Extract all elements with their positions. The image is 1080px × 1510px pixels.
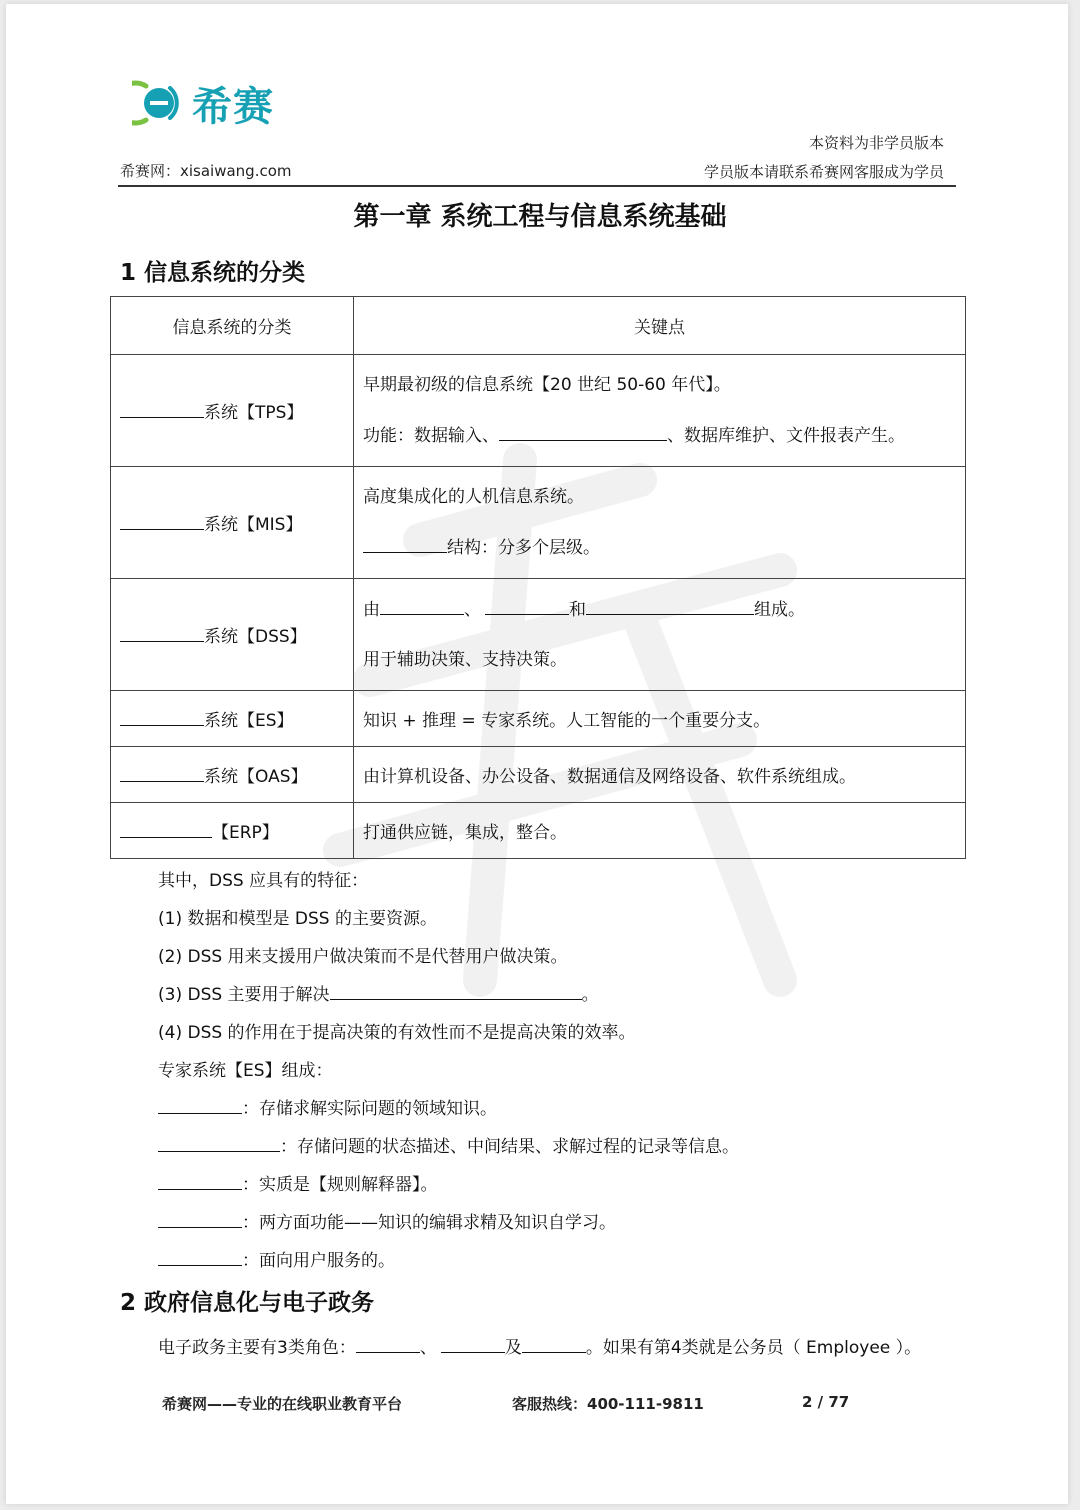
table-row (111, 355, 966, 467)
dss-item: (4) DSS 的作用在于提高决策的有效性而不是提高决策的效率。 (158, 1023, 636, 1043)
fill-blank (120, 821, 212, 838)
dss-item: (3) DSS 主要用于解决 。 (158, 985, 599, 1005)
table-cell-name: 【ERP】 (111, 803, 354, 859)
table-cell-keypoint: 早期最初级的信息系统【20 世纪 50-60 年代】。 功能：数据输入、 、数据库维护、文件报表产生。 (354, 355, 966, 467)
table-cell-keypoint: 打通供应链，集成，整合。 (354, 803, 966, 859)
table-cell-name: 系统【ES】 (111, 691, 354, 747)
fill-blank (120, 709, 204, 726)
table-row (111, 803, 966, 859)
section-2-title: 2 政府信息化与电子政务 (120, 1290, 375, 1316)
fill-blank (380, 598, 464, 615)
es-item: ：面向用户服务的。 (158, 1246, 395, 1271)
fill-blank (356, 1336, 420, 1353)
es-item: ：存储求解实际问题的领域知识。 (158, 1094, 497, 1119)
fill-blank (499, 424, 667, 441)
table-cell-keypoint: 由计算机设备、办公设备、数据通信及网络设备、软件系统组成。 (354, 747, 966, 803)
es-intro: 专家系统【ES】组成： (158, 1061, 333, 1081)
es-item: ：存储问题的状态描述、中间结果、求解过程的记录等信息。 (158, 1132, 739, 1157)
table-row (111, 691, 966, 747)
logo-text: 希赛 (192, 83, 274, 130)
fill-blank (120, 625, 204, 642)
dss-item: (1) 数据和模型是 DSS 的主要资源。 (158, 909, 437, 929)
fill-blank (158, 1173, 242, 1190)
table-row (111, 579, 966, 691)
fill-blank (485, 598, 569, 615)
table-header-cell: 信息系统的分类 (111, 297, 354, 355)
fill-blank (120, 513, 204, 530)
table-cell-keypoint: 知识 + 推理 = 专家系统。人工智能的一个重要分支。 (354, 691, 966, 747)
notice-line-1: 本资料为非学员版本 (808, 134, 944, 152)
table-cell-name: 系统【MIS】 (111, 467, 354, 579)
table-cell-name: 系统【DSS】 (111, 579, 354, 691)
dss-item: (2) DSS 用来支援用户做决策而不是代替用户做决策。 (158, 947, 568, 967)
fill-blank (441, 1336, 505, 1353)
fill-blank (158, 1097, 242, 1114)
fill-blank (363, 536, 447, 553)
dss-intro: 其中，DSS 应具有的特征： (158, 871, 369, 891)
section-1-title: 1 信息系统的分类 (120, 260, 306, 286)
fill-blank (330, 983, 582, 1000)
fill-blank (158, 1211, 242, 1228)
fill-blank (522, 1336, 586, 1353)
fill-blank (120, 401, 204, 418)
table-row (111, 467, 966, 579)
table-header-row (111, 297, 966, 355)
logo-e-icon (132, 80, 184, 126)
fill-blank (158, 1249, 242, 1266)
footer-hotline: 客服热线：400-111-9811 (512, 1395, 704, 1413)
es-item: ：两方面功能——知识的编辑求精及知识自学习。 (158, 1208, 616, 1233)
egov-roles-line: 电子政务主要有3类角色： 、 及 。如果有第4类就是公务员（ Employee ）。 (158, 1338, 922, 1358)
footer-page-number: 2 / 77 (802, 1393, 850, 1411)
logo (132, 78, 274, 128)
classification-table (110, 296, 966, 859)
es-item: ：实质是【规则解释器】。 (158, 1170, 438, 1195)
header-divider (118, 185, 956, 187)
footer-platform: 希赛网——专业的在线职业教育平台 (162, 1395, 403, 1413)
table-cell-keypoint: 由 、 和 组成。 用于辅助决策、支持决策。 (354, 579, 966, 691)
fill-blank (586, 598, 754, 615)
table-row (111, 747, 966, 803)
fill-blank (158, 1135, 280, 1152)
table-cell-name: 系统【TPS】 (111, 355, 354, 467)
table-header-cell: 关键点 (354, 297, 966, 355)
fill-blank (120, 765, 204, 782)
notice-line-2: 学员版本请联系希赛网客服成为学员 (703, 163, 944, 181)
table-cell-name: 系统【OAS】 (111, 747, 354, 803)
site-url[interactable]: 希赛网：xisaiwang.com (120, 162, 292, 180)
chapter-title: 第一章 系统工程与信息系统基础 (353, 202, 727, 232)
table-cell-keypoint: 高度集成化的人机信息系统。 结构：分多个层级。 (354, 467, 966, 579)
